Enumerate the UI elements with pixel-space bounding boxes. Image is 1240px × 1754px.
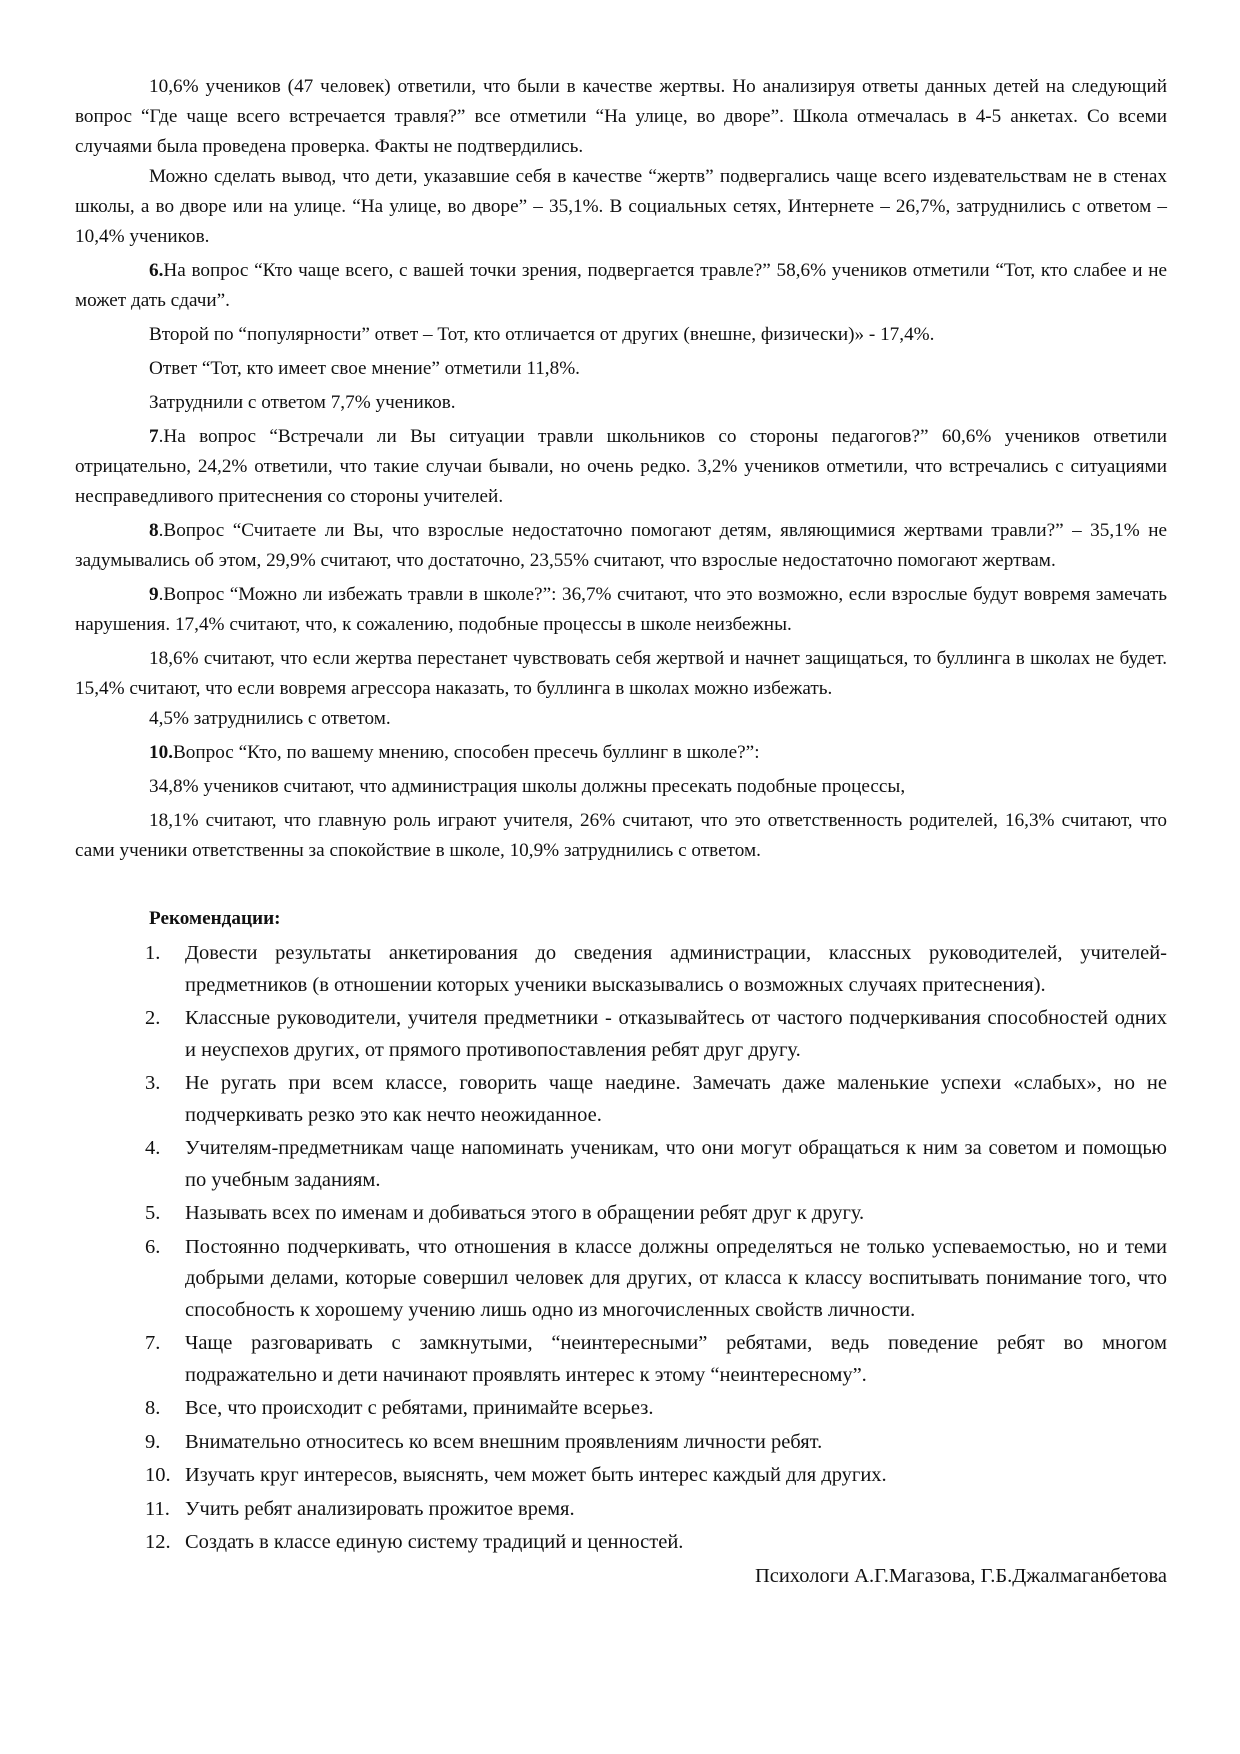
question-number: 6. <box>149 260 164 281</box>
recommendation-item: 5. Называть всех по именам и добиваться этого в обращении ребят друг к другу. <box>185 1198 1167 1230</box>
recommendation-item: 12. Создать в классе единую систему традиций и ценностей. <box>185 1527 1167 1559</box>
question-number: 9 <box>149 584 159 605</box>
question-8-paragraph: 8.Вопрос “Считаете ли Вы, что взрослые недостаточно помогают детям, являющимися жертвами травли?” – 35,1% не задумывались об этом, 29,9% считают, что достаточно, 23,55% считают, что взрослые недостаточно помогают жертвам. <box>75 520 1167 571</box>
paragraph-6: Затруднили с ответом 7,7% учеников. <box>149 392 456 413</box>
item-number: 11. <box>145 1497 170 1520</box>
item-number: 1. <box>145 942 161 964</box>
item-number: 6. <box>145 1235 161 1258</box>
recommendation-item: 3. Не ругать при всем классе, говорить чаще наедине. Замечать даже маленькие успехи «слабых», но не подчеркивать резко это как нечто неожиданное. <box>185 1068 1167 1131</box>
signature: Психологи А.Г.Магазова, Г.Б.Джалмаганбетова <box>754 1564 1167 1587</box>
question-number: 10. <box>149 742 173 763</box>
question-10-paragraph: 10.Вопрос “Кто, по вашему мнению, способен пресечь буллинг в школе?”: <box>149 742 760 763</box>
document-body <box>75 72 1167 1591</box>
paragraph-10: 18,6% считают, что если жертва перестанет чувствовать себя жертвой и начнет защищаться, то буллинга в школах не будет. 15,4% считают, что если вовремя агрессора наказать, то буллинга в школах можно избежать. <box>75 648 1167 699</box>
item-number: 12. <box>145 1531 171 1553</box>
question-7-paragraph: 7.На вопрос “Встречали ли Вы ситуации травли школьников со стороны педагогов?” 60,6% учеников ответили отрицательно, 24,2% ответили, что такие случаи бывали, но очень редко. 3,2% учеников отметили, что встречались с ситуациями несправедливого притеснения со стороны учителей. <box>75 426 1167 507</box>
recommendation-item: 8. Все, что происходит с ребятами, принимайте всерьез. <box>185 1393 1167 1425</box>
item-number: 7. <box>145 1332 161 1354</box>
item-number: 10. <box>145 1464 171 1486</box>
item-number: 8. <box>145 1397 161 1419</box>
recommendations-heading: Рекомендации: <box>149 908 281 929</box>
recommendation-item: 4. Учителям-предметникам чаще напоминать ученикам, что они могут обращаться к ним за советом и помощью по учебным заданиям. <box>185 1133 1167 1196</box>
recommendation-item: 1. Довести результаты анкетирования до сведения администрации, классных руководителей, учителей-предметников (в отношении которых ученики высказывались о возможных случаях притеснения). <box>185 938 1167 1001</box>
question-9-paragraph: 9.Вопрос “Можно ли избежать травли в школе?”: 36,7% считают, что это возможно, если взрослые будут вовремя замечать нарушения. 17,4% считают, что, к сожалению, подобные процессы в школе неизбежны. <box>75 584 1167 635</box>
recommendation-item: 9. Внимательно относитесь ко всем внешним проявлениям личности ребят. <box>185 1427 1167 1459</box>
question-number: 8 <box>149 520 159 541</box>
paragraph-14: 18,1% считают, что главную роль играют учителя, 26% считают, что это ответственность родителей, 16,3% считают, что сами ученики ответственны за спокойствие в школе, 10,9% затруднились с ответом. <box>75 810 1167 861</box>
paragraph-2: Можно сделать вывод, что дети, указавшие себя в качестве “жертв” подвергались чаще всего издевательствам не в стенах школы, а во дворе или на улице. “На улице, во дворе” – 35,1%. В социальных сетях, Интернете – 26,7%, затруднились с ответом – 10,4% учеников. <box>75 166 1167 247</box>
recommendation-item: 11. Учить ребят анализировать прожитое время. <box>185 1494 1167 1526</box>
question-number: 7 <box>149 426 159 447</box>
recommendation-item: 7. Чаще разговаривать с замкнутыми, “неинтересными” ребятами, ведь поведение ребят во многом подражательно и дети начинают проявлять интерес к этому “неинтересному”. <box>185 1328 1167 1391</box>
paragraph-5: Ответ “Тот, кто имеет свое мнение” отметили 11,8%. <box>149 358 580 379</box>
recommendation-item: 6. Постоянно подчеркивать, что отношения в классе должны определяться не только успеваемостью, но и теми добрыми делами, которые совершил человек для других, от класса к классу воспитывать понимание того, что способность к хорошему учению лишь одно из многочисленных свойств личности. <box>185 1232 1167 1327</box>
recommendation-item: 2. Классные руководители, учителя предметники - отказывайтесь от частого подчеркивания способностей одних и неуспехов других, от прямого противопоставления ребят друг другу. <box>185 1003 1167 1066</box>
paragraph-11: 4,5% затруднились с ответом. <box>149 708 391 729</box>
question-6-paragraph: 6.На вопрос “Кто чаще всего, с вашей точки зрения, подвергается травле?” 58,6% учеников отметили “Тот, кто слабее и не может дать сдачи”. <box>75 260 1167 311</box>
item-number: 3. <box>145 1072 161 1094</box>
item-number: 5. <box>145 1202 161 1224</box>
recommendations-list <box>75 938 1167 1559</box>
item-number: 2. <box>145 1007 161 1029</box>
paragraph-1: 10,6% учеников (47 человек) ответили, что были в качестве жертвы. Но анализируя ответы данных детей на следующий вопрос “Где чаще всего встречается травля?” все отметили “На улице, во дворе”. Школа отмечалась в 4-5 анкетах. Со всеми случаями была проведена проверка. Факты не подтвердились. <box>75 76 1167 157</box>
paragraph-4: Второй по “популярности” ответ – Тот, кто отличается от других (внешне, физически)» - 17,4%. <box>149 324 935 345</box>
item-number: 4. <box>145 1137 161 1159</box>
recommendation-item: 10. Изучать круг интересов, выяснять, чем может быть интерес каждый для других. <box>185 1460 1167 1492</box>
paragraph-13: 34,8% учеников считают, что администрация школы должны пресекать подобные процессы, <box>149 776 906 797</box>
survey-results <box>75 72 1167 866</box>
item-number: 9. <box>145 1430 161 1453</box>
